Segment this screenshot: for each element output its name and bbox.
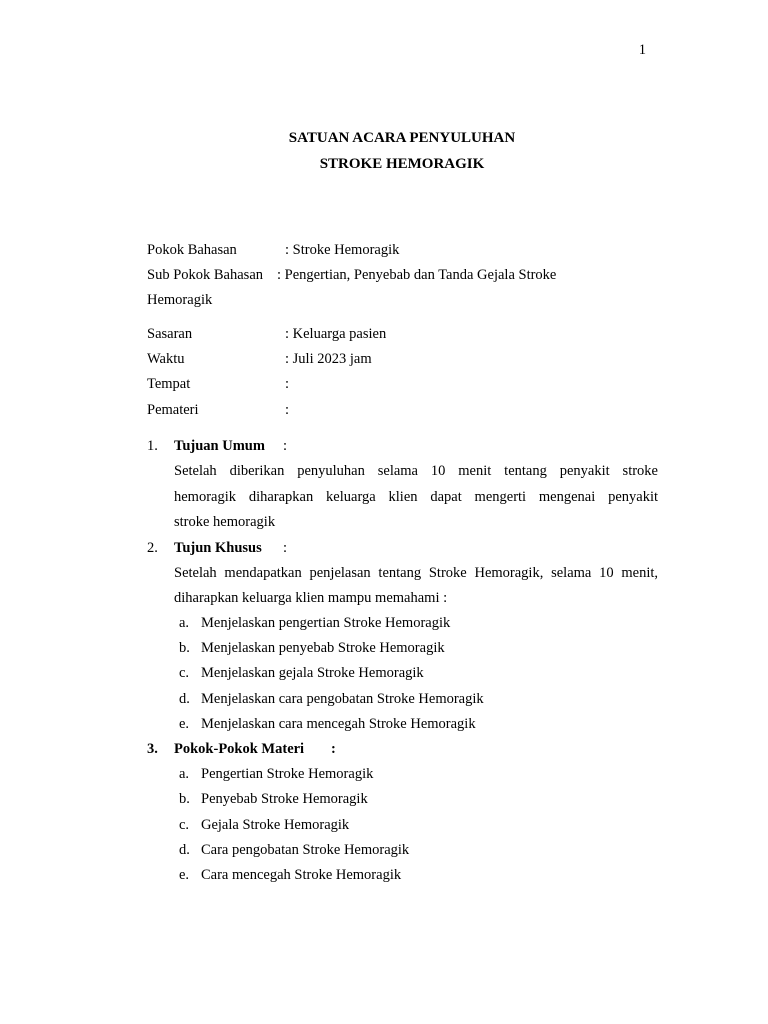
section-3-heading: Pokok-Pokok Materi bbox=[174, 741, 305, 757]
page-number: 1 bbox=[638, 42, 646, 58]
document-title: SATUAN ACARA PENYULUHAN bbox=[288, 130, 516, 146]
list-item-letter: b. bbox=[179, 640, 190, 656]
section-1-colon: : bbox=[283, 438, 288, 454]
tempat-value: : bbox=[285, 376, 290, 392]
list-item: Menjelaskan gejala Stroke Hemoragik bbox=[201, 665, 424, 681]
pemateri-value: : bbox=[285, 402, 290, 418]
sub-pokok-bahasan-label: Sub Pokok Bahasan bbox=[147, 267, 263, 283]
list-item-letter: b. bbox=[179, 791, 190, 807]
list-item: Gejala Stroke Hemoragik bbox=[201, 817, 350, 833]
section-3-colon: : bbox=[331, 741, 336, 757]
list-item-letter: e. bbox=[179, 867, 190, 883]
sub-pokok-bahasan-value-continued: Hemoragik bbox=[147, 292, 213, 308]
section-2-number: 2. bbox=[147, 540, 158, 556]
list-item-letter: c. bbox=[179, 665, 190, 681]
section-2-paragraph-line: Setelah mendapatkan penjelasan tentang Stroke Hemoragik, selama 10 menit, bbox=[174, 565, 658, 581]
pemateri-label: Pemateri bbox=[147, 402, 199, 418]
section-1-paragraph-line: hemoragik diharapkan keluarga klien dapat mengerti mengenai penyakit bbox=[174, 489, 658, 505]
section-1-number: 1. bbox=[147, 438, 158, 454]
list-item-letter: d. bbox=[179, 842, 190, 858]
list-item: Cara mencegah Stroke Hemoragik bbox=[201, 867, 402, 883]
section-1-paragraph-line: Setelah diberikan penyuluhan selama 10 menit tentang penyakit stroke bbox=[174, 463, 658, 479]
list-item: Menjelaskan penyebab Stroke Hemoragik bbox=[201, 640, 445, 656]
section-2-heading: Tujun Khusus bbox=[174, 540, 262, 556]
list-item: Pengertian Stroke Hemoragik bbox=[201, 766, 374, 782]
section-2-colon: : bbox=[283, 540, 288, 556]
section-3-number: 3. bbox=[147, 741, 158, 757]
list-item-letter: a. bbox=[179, 766, 190, 782]
section-1-paragraph-line: stroke hemoragik bbox=[174, 514, 276, 530]
list-item-letter: d. bbox=[179, 691, 190, 707]
waktu-label: Waktu bbox=[147, 351, 185, 367]
list-item-letter: e. bbox=[179, 716, 190, 732]
pokok-bahasan-label: Pokok Bahasan bbox=[147, 242, 237, 258]
list-item: Cara pengobatan Stroke Hemoragik bbox=[201, 842, 410, 858]
document-subtitle: STROKE HEMORAGIK bbox=[319, 156, 485, 172]
list-item: Menjelaskan pengertian Stroke Hemoragik bbox=[201, 615, 451, 631]
list-item: Menjelaskan cara pengobatan Stroke Hemoragik bbox=[201, 691, 484, 707]
sasaran-label: Sasaran bbox=[147, 326, 193, 342]
tempat-label: Tempat bbox=[147, 376, 191, 392]
sub-pokok-bahasan-value: : Pengertian, Penyebab dan Tanda Gejala Stroke bbox=[277, 267, 557, 283]
list-item-letter: c. bbox=[179, 817, 190, 833]
list-item: Penyebab Stroke Hemoragik bbox=[201, 791, 368, 807]
list-item: Menjelaskan cara mencegah Stroke Hemoragik bbox=[201, 716, 476, 732]
list-item-letter: a. bbox=[179, 615, 190, 631]
section-1-heading: Tujuan Umum bbox=[174, 438, 265, 454]
section-2-paragraph-line: diharapkan keluarga klien mampu memahami : bbox=[174, 590, 448, 606]
pokok-bahasan-value: : Stroke Hemoragik bbox=[285, 242, 400, 258]
sasaran-value: : Keluarga pasien bbox=[285, 326, 387, 342]
waktu-value: : Juli 2023 jam bbox=[285, 351, 372, 367]
